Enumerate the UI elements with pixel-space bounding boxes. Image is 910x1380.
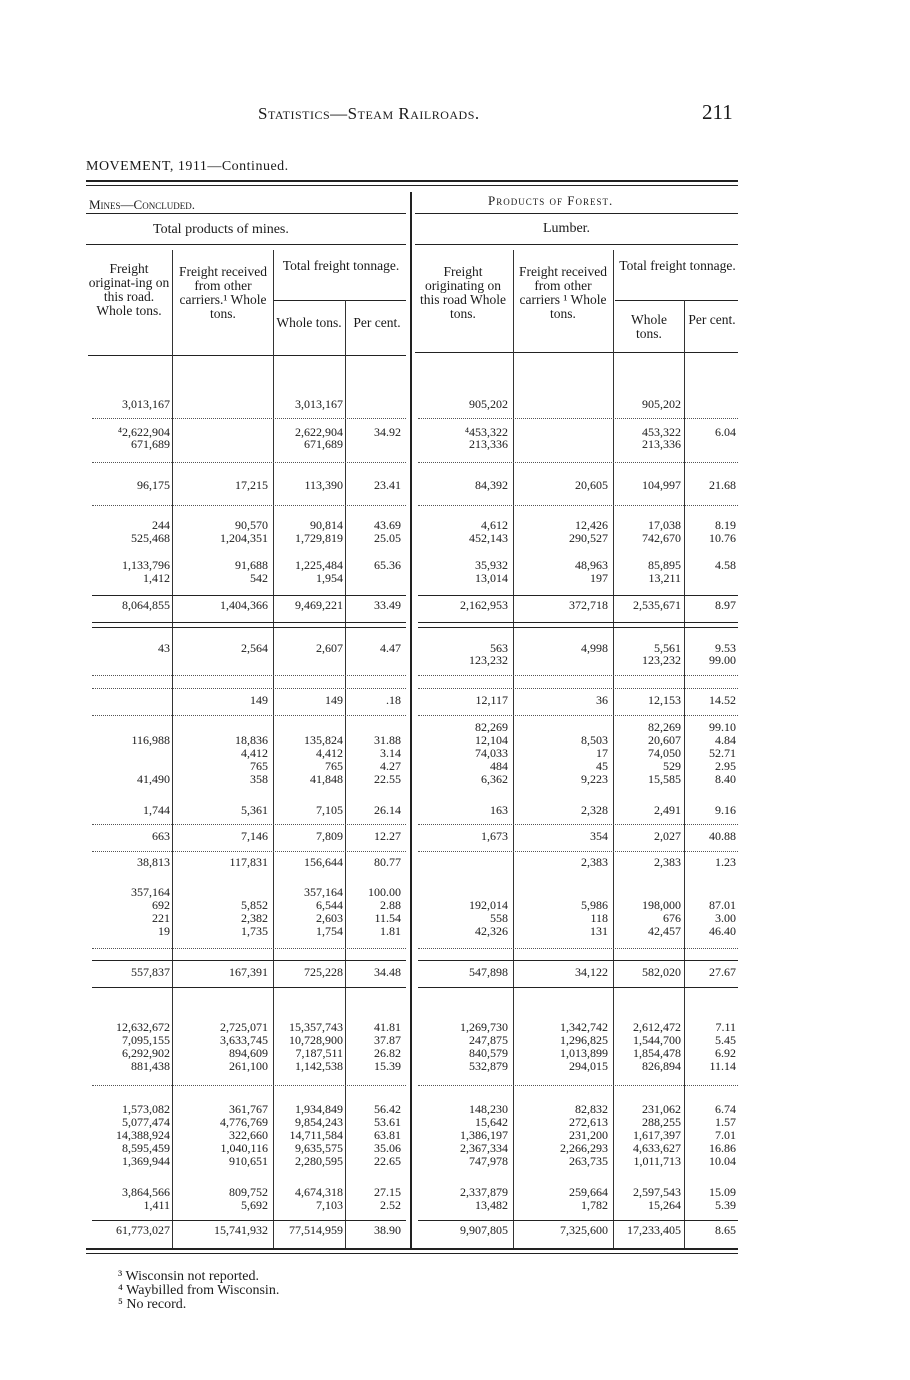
- table-cell-mines-freight-received: 117,831: [229, 855, 268, 869]
- table-cell-lumber-freight-originating: 123,232: [469, 653, 508, 667]
- table-cell-lumber-total-whole-tons: 2,491: [654, 803, 681, 817]
- table-cell-mines-total-whole-tons: 2,603: [316, 911, 343, 925]
- table-cell-lumber-freight-received: 231,200: [569, 1128, 608, 1142]
- table-cell-mines-per-cent: 22.55: [374, 772, 401, 786]
- table-cell-lumber-freight-originating: 905,202: [469, 397, 508, 411]
- table-cell-lumber-freight-received: 118: [590, 911, 608, 925]
- table-cell-lumber-total-whole-tons: 1,011,713: [633, 1154, 681, 1168]
- table-cell-lumber-per-cent: 8.65: [715, 1223, 736, 1237]
- table-cell-lumber-per-cent: 9.53: [715, 641, 736, 655]
- table-cell-mines-freight-originating: 96,175: [137, 478, 170, 492]
- table-cell-mines-freight-received: 894,609: [229, 1046, 268, 1060]
- table-cell-lumber-per-cent: 5.45: [715, 1033, 736, 1047]
- table-cell-mines-per-cent: 2.88: [380, 898, 401, 912]
- table-cell-lumber-per-cent: 9.16: [715, 803, 736, 817]
- col-head-mines-freight-received: Freight received from other carriers.¹ Whole tons.: [178, 264, 268, 321]
- table-cell-lumber-total-whole-tons: 453,322: [642, 425, 681, 439]
- table-cell-mines-freight-originating: 6,292,902: [122, 1046, 170, 1060]
- table-cell-mines-per-cent: 34.92: [374, 425, 401, 439]
- table-cell-mines-total-whole-tons: 7,187,511: [295, 1046, 343, 1060]
- table-cell-lumber-per-cent: 14.52: [709, 693, 736, 707]
- table-cell-lumber-per-cent: 7.11: [715, 1020, 736, 1034]
- table-cell-mines-per-cent: 11.54: [374, 911, 401, 925]
- table-cell-mines-freight-received: 358: [250, 772, 268, 786]
- table-cell-mines-per-cent: 37.87: [374, 1033, 401, 1047]
- table-cell-mines-per-cent: 34.48: [374, 965, 401, 979]
- col-head-lumber-freight-received: Freight received from other carriers ¹ Whole tons.: [518, 264, 608, 321]
- table-cell-mines-freight-received: 2,725,071: [220, 1020, 268, 1034]
- table-cell-lumber-freight-received: 4,998: [581, 641, 608, 655]
- table-cell-mines-per-cent: 4.27: [380, 759, 401, 773]
- table-cell-lumber-freight-received: 34,122: [575, 965, 608, 979]
- table-cell-mines-total-whole-tons: 671,689: [304, 437, 343, 451]
- table-cell-lumber-total-whole-tons: 42,457: [648, 924, 681, 938]
- table-cell-lumber-per-cent: 11.14: [709, 1059, 736, 1073]
- table-cell-lumber-freight-originating: 484: [490, 759, 508, 773]
- table-cell-mines-freight-received: 167,391: [229, 965, 268, 979]
- table-cell-mines-total-whole-tons: 10,728,900: [289, 1033, 343, 1047]
- table-cell-mines-total-whole-tons: 1,954: [316, 571, 343, 585]
- table-cell-lumber-freight-originating: 563: [490, 641, 508, 655]
- table-cell-mines-freight-originating: 41,490: [137, 772, 170, 786]
- table-cell-mines-per-cent: 56.42: [374, 1102, 401, 1116]
- lumber-label: Lumber.: [543, 221, 591, 236]
- table-cell-lumber-freight-originating: 42,326: [475, 924, 508, 938]
- table-cell-lumber-freight-originating: 247,875: [469, 1033, 508, 1047]
- table-cell-lumber-per-cent: 52.71: [709, 746, 736, 760]
- table-cell-lumber-freight-originating: 9,907,805: [460, 1223, 508, 1237]
- table-cell-lumber-freight-received: 2,328: [581, 803, 608, 817]
- table-cell-mines-freight-originating: 881,438: [131, 1059, 170, 1073]
- table-cell-mines-per-cent: 53.61: [374, 1115, 401, 1129]
- table-cell-mines-freight-originating: 1,573,082: [122, 1102, 170, 1116]
- table-cell-mines-freight-received: 1,040,116: [220, 1141, 268, 1155]
- footnote-3: ³ Wisconsin not reported.: [118, 1269, 260, 1284]
- table-cell-mines-per-cent: 3.14: [380, 746, 401, 760]
- table-cell-lumber-per-cent: 99.00: [709, 653, 736, 667]
- table-cell-mines-total-whole-tons: 156,644: [304, 855, 343, 869]
- table-cell-lumber-freight-received: 7,325,600: [560, 1223, 608, 1237]
- table-cell-mines-total-whole-tons: 113,390: [304, 478, 343, 492]
- table-cell-lumber-per-cent: 46.40: [709, 924, 736, 938]
- table-cell-mines-total-whole-tons: 4,412: [316, 746, 343, 760]
- table-cell-mines-freight-originating: 1,133,796: [122, 558, 170, 572]
- table-cell-lumber-freight-received: 1,013,899: [560, 1046, 608, 1060]
- table-cell-lumber-freight-originating: 163: [490, 803, 508, 817]
- table-cell-lumber-freight-originating: 2,367,334: [460, 1141, 508, 1155]
- table-cell-lumber-total-whole-tons: 12,153: [648, 693, 681, 707]
- table-cell-lumber-total-whole-tons: 20,607: [648, 733, 681, 747]
- table-cell-mines-per-cent: 26.82: [374, 1046, 401, 1060]
- table-cell-lumber-total-whole-tons: 529: [663, 759, 681, 773]
- table-cell-lumber-freight-originating: 547,898: [469, 965, 508, 979]
- table-cell-mines-freight-originating: 525,468: [131, 531, 170, 545]
- table-cell-lumber-per-cent: 16.86: [709, 1141, 736, 1155]
- table-cell-lumber-freight-received: 36: [596, 693, 608, 707]
- table-cell-mines-freight-originating: 1,411: [143, 1198, 170, 1212]
- page-title: Statistics—Steam Railroads.: [258, 104, 480, 123]
- table-cell-mines-per-cent: 1.81: [380, 924, 401, 938]
- table-cell-lumber-total-whole-tons: 74,050: [648, 746, 681, 760]
- table-cell-lumber-per-cent: 1.23: [715, 855, 736, 869]
- table-cell-lumber-freight-originating: 1,386,197: [460, 1128, 508, 1142]
- col-head-lumber-per-cent: Per cent.: [688, 312, 736, 327]
- table-cell-mines-freight-received: 5,361: [241, 803, 268, 817]
- table-cell-lumber-freight-received: 82,832: [575, 1102, 608, 1116]
- table-cell-lumber-per-cent: 8.19: [715, 518, 736, 532]
- table-cell-lumber-freight-originating: 74,033: [475, 746, 508, 760]
- table-cell-lumber-freight-originating: 192,014: [469, 898, 508, 912]
- table-cell-lumber-per-cent: 10.04: [709, 1154, 736, 1168]
- table-cell-mines-freight-originating: 3,864,566: [122, 1185, 170, 1199]
- table-cell-lumber-per-cent: 15.09: [709, 1185, 736, 1199]
- table-cell-mines-freight-originating: 7,095,155: [122, 1033, 170, 1047]
- products-of-forest-label: Products of Forest.: [488, 193, 614, 208]
- table-cell-lumber-freight-originating: 532,879: [469, 1059, 508, 1073]
- table-cell-lumber-freight-originating: 1,269,730: [460, 1020, 508, 1034]
- table-cell-mines-freight-originating: 14,388,924: [116, 1128, 170, 1142]
- table-cell-mines-freight-received: 1,735: [241, 924, 268, 938]
- table-cell-lumber-freight-received: 2,266,293: [560, 1141, 608, 1155]
- footnote-4: ⁴ Waybilled from Wisconsin.: [118, 1283, 280, 1298]
- footnote-5: ⁵ No record.: [118, 1297, 187, 1312]
- table-cell-lumber-freight-received: 372,718: [569, 598, 608, 612]
- table-cell-lumber-freight-originating: 35,932: [475, 558, 508, 572]
- table-cell-mines-per-cent: 100.00: [368, 885, 401, 899]
- table-cell-mines-freight-originating: 221: [152, 911, 170, 925]
- table-cell-lumber-per-cent: 99.10: [709, 720, 736, 734]
- table-cell-lumber-total-whole-tons: 2,027: [654, 829, 681, 843]
- table-cell-lumber-total-whole-tons: 905,202: [642, 397, 681, 411]
- table-cell-mines-total-whole-tons: 9,854,243: [295, 1115, 343, 1129]
- table-cell-mines-freight-originating: 38,813: [137, 855, 170, 869]
- table-cell-lumber-freight-received: 5,986: [581, 898, 608, 912]
- table-cell-mines-total-whole-tons: 15,357,743: [289, 1020, 343, 1034]
- table-cell-lumber-total-whole-tons: 1,854,478: [633, 1046, 681, 1060]
- table-cell-mines-per-cent: 80.77: [374, 855, 401, 869]
- table-cell-lumber-total-whole-tons: 742,670: [642, 531, 681, 545]
- table-cell-lumber-freight-received: 1,782: [581, 1198, 608, 1212]
- table-cell-lumber-per-cent: 8.97: [715, 598, 736, 612]
- table-cell-mines-freight-received: 910,651: [229, 1154, 268, 1168]
- table-cell-lumber-freight-originating: 2,337,879: [460, 1185, 508, 1199]
- table-cell-lumber-total-whole-tons: 1,544,700: [633, 1033, 681, 1047]
- table-cell-lumber-freight-received: 8,503: [581, 733, 608, 747]
- table-cell-lumber-total-whole-tons: 15,585: [648, 772, 681, 786]
- table-cell-mines-freight-received: 1,204,351: [220, 531, 268, 545]
- table-cell-mines-per-cent: 43.69: [374, 518, 401, 532]
- table-cell-lumber-freight-originating: 12,104: [475, 733, 508, 747]
- table-cell-mines-freight-originating: 8,595,459: [122, 1141, 170, 1155]
- col-head-lumber-freight-originating: Freight originating on this road Whole tons.: [420, 264, 506, 321]
- table-cell-lumber-freight-originating: 82,269: [475, 720, 508, 734]
- table-cell-lumber-freight-originating: ⁴453,322: [464, 425, 508, 439]
- table-cell-mines-total-whole-tons: 7,809: [316, 829, 343, 843]
- table-cell-mines-freight-originating: 61,773,027: [116, 1223, 170, 1237]
- table-cell-lumber-total-whole-tons: 17,233,405: [627, 1223, 681, 1237]
- table-cell-mines-total-whole-tons: 765: [325, 759, 343, 773]
- table-cell-mines-freight-originating: 8,064,855: [122, 598, 170, 612]
- table-cell-mines-total-whole-tons: 9,469,221: [295, 598, 343, 612]
- table-cell-mines-per-cent: 25.05: [374, 531, 401, 545]
- table-cell-lumber-freight-received: 294,015: [569, 1059, 608, 1073]
- table-cell-mines-per-cent: 33.49: [374, 598, 401, 612]
- table-cell-mines-freight-received: 361,767: [229, 1102, 268, 1116]
- table-cell-mines-total-whole-tons: 7,105: [316, 803, 343, 817]
- table-cell-mines-total-whole-tons: 1,934,849: [295, 1102, 343, 1116]
- table-cell-mines-freight-originating: 1,744: [143, 803, 170, 817]
- table-cell-lumber-freight-originating: 4,612: [481, 518, 508, 532]
- table-cell-mines-per-cent: 65.36: [374, 558, 401, 572]
- table-cell-lumber-per-cent: 2.95: [715, 759, 736, 773]
- table-cell-lumber-total-whole-tons: 231,062: [642, 1102, 681, 1116]
- table-cell-lumber-total-whole-tons: 82,269: [648, 720, 681, 734]
- table-cell-mines-total-whole-tons: 1,142,538: [295, 1059, 343, 1073]
- table-cell-lumber-total-whole-tons: 4,633,627: [633, 1141, 681, 1155]
- table-cell-lumber-freight-originating: 12,117: [475, 693, 508, 707]
- table-cell-lumber-freight-originating: 213,336: [469, 437, 508, 451]
- table-cell-lumber-total-whole-tons: 676: [663, 911, 681, 925]
- table-cell-mines-per-cent: 41.81: [374, 1020, 401, 1034]
- table-cell-mines-per-cent: 35.06: [374, 1141, 401, 1155]
- table-cell-mines-per-cent: 26.14: [374, 803, 401, 817]
- table-cell-mines-freight-originating: 1,369,944: [122, 1154, 170, 1168]
- table-cell-mines-freight-received: 5,692: [241, 1198, 268, 1212]
- table-cell-lumber-freight-received: 263,735: [569, 1154, 608, 1168]
- table-cell-lumber-freight-received: 48,963: [575, 558, 608, 572]
- table-cell-mines-freight-received: 4,776,769: [220, 1115, 268, 1129]
- table-cell-lumber-total-whole-tons: 5,561: [654, 641, 681, 655]
- table-cell-lumber-freight-received: 45: [596, 759, 608, 773]
- table-cell-mines-freight-received: 7,146: [241, 829, 268, 843]
- table-cell-mines-per-cent: 4.47: [380, 641, 401, 655]
- table-cell-lumber-freight-received: 17: [596, 746, 608, 760]
- table-cell-lumber-freight-received: 272,613: [569, 1115, 608, 1129]
- table-cell-mines-freight-received: 4,412: [241, 746, 268, 760]
- table-cell-lumber-per-cent: 27.67: [709, 965, 736, 979]
- col-head-lumber-total-freight: Total freight tonnage.: [619, 258, 736, 273]
- table-cell-lumber-freight-originating: 747,978: [469, 1154, 508, 1168]
- table-cell-mines-total-whole-tons: 6,544: [316, 898, 343, 912]
- table-cell-mines-per-cent: 22.65: [374, 1154, 401, 1168]
- table-cell-lumber-freight-received: 131: [590, 924, 608, 938]
- table-cell-lumber-total-whole-tons: 85,895: [648, 558, 681, 572]
- table-cell-lumber-per-cent: 7.01: [715, 1128, 736, 1142]
- table-cell-mines-total-whole-tons: 2,607: [316, 641, 343, 655]
- table-cell-lumber-total-whole-tons: 2,383: [654, 855, 681, 869]
- table-cell-mines-total-whole-tons: 2,622,904: [295, 425, 343, 439]
- table-cell-mines-total-whole-tons: 357,164: [304, 885, 343, 899]
- table-cell-lumber-freight-received: 20,605: [575, 478, 608, 492]
- table-cell-lumber-freight-received: 1,342,742: [560, 1020, 608, 1034]
- table-cell-lumber-total-whole-tons: 198,000: [642, 898, 681, 912]
- table-cell-mines-per-cent: 31.88: [374, 733, 401, 747]
- table-cell-lumber-total-whole-tons: 104,997: [642, 478, 681, 492]
- col-head-mines-total-freight: Total freight tonnage.: [282, 258, 400, 273]
- table-cell-lumber-per-cent: 21.68: [709, 478, 736, 492]
- table-cell-lumber-freight-received: 197: [590, 571, 608, 585]
- table-cell-lumber-freight-originating: 13,014: [475, 571, 508, 585]
- table-cell-mines-total-whole-tons: 9,635,575: [295, 1141, 343, 1155]
- table-cell-mines-per-cent: 15.39: [374, 1059, 401, 1073]
- table-cell-mines-freight-originating: 557,837: [131, 965, 170, 979]
- table-cell-mines-total-whole-tons: 3,013,167: [295, 397, 343, 411]
- table-cell-mines-total-whole-tons: 135,824: [304, 733, 343, 747]
- table-cell-lumber-per-cent: 1.57: [715, 1115, 736, 1129]
- table-cell-mines-freight-received: 91,688: [235, 558, 268, 572]
- table-cell-lumber-freight-originating: 13,482: [475, 1198, 508, 1212]
- table-cell-mines-total-whole-tons: 149: [325, 693, 343, 707]
- table-cell-mines-freight-received: 18,836: [235, 733, 268, 747]
- table-cell-lumber-total-whole-tons: 288,255: [642, 1115, 681, 1129]
- table-cell-lumber-per-cent: 5.39: [715, 1198, 736, 1212]
- table-cell-mines-per-cent: 63.81: [374, 1128, 401, 1142]
- table-cell-mines-total-whole-tons: 1,754: [316, 924, 343, 938]
- table-cell-lumber-freight-originating: 452,143: [469, 531, 508, 545]
- table-cell-mines-freight-received: 90,570: [235, 518, 268, 532]
- table-cell-lumber-per-cent: 6.04: [715, 425, 736, 439]
- table-cell-mines-freight-originating: 116,988: [131, 733, 170, 747]
- table-cell-lumber-total-whole-tons: 582,020: [642, 965, 681, 979]
- table-cell-mines-total-whole-tons: 41,848: [310, 772, 343, 786]
- table-subheader: MOVEMENT, 1911—Continued.: [86, 159, 289, 174]
- table-cell-lumber-freight-originating: 84,392: [475, 478, 508, 492]
- col-head-mines-freight-originating: Freight originat-ing on this road. Whole tons.: [88, 261, 170, 318]
- table-cell-mines-freight-received: 3,633,745: [220, 1033, 268, 1047]
- table-cell-lumber-freight-originating: 1,673: [481, 829, 508, 843]
- table-cell-mines-freight-received: 5,852: [241, 898, 268, 912]
- table-cell-mines-freight-received: 2,564: [241, 641, 268, 655]
- table-cell-lumber-freight-originating: 15,642: [475, 1115, 508, 1129]
- table-cell-mines-per-cent: 12.27: [374, 829, 401, 843]
- table-cell-lumber-per-cent: 4.84: [715, 733, 736, 747]
- table-cell-lumber-total-whole-tons: 826,894: [642, 1059, 681, 1073]
- table-cell-mines-total-whole-tons: 7,103: [316, 1198, 343, 1212]
- table-cell-lumber-per-cent: 3.00: [715, 911, 736, 925]
- table-cell-lumber-per-cent: 40.88: [709, 829, 736, 843]
- table-cell-lumber-total-whole-tons: 213,336: [642, 437, 681, 451]
- table-cell-lumber-freight-originating: 6,362: [481, 772, 508, 786]
- table-cell-mines-freight-received: 261,100: [229, 1059, 268, 1073]
- table-cell-mines-freight-originating: 19: [158, 924, 170, 938]
- table-cell-mines-total-whole-tons: 4,674,318: [295, 1185, 343, 1199]
- table-cell-mines-freight-received: 1,404,366: [220, 598, 268, 612]
- table-cell-mines-total-whole-tons: 77,514,959: [289, 1223, 343, 1237]
- table-cell-mines-total-whole-tons: 1,729,819: [295, 531, 343, 545]
- table-cell-mines-total-whole-tons: 1,225,484: [295, 558, 343, 572]
- table-cell-mines-freight-originating: 671,689: [131, 437, 170, 451]
- table-cell-lumber-per-cent: 6.74: [715, 1102, 736, 1116]
- col-head-mines-per-cent: Per cent.: [353, 315, 401, 330]
- table-cell-lumber-per-cent: 6.92: [715, 1046, 736, 1060]
- table-cell-lumber-freight-received: 1,296,825: [560, 1033, 608, 1047]
- table-cell-mines-freight-originating: 12,632,672: [116, 1020, 170, 1034]
- table-cell-mines-freight-received: 542: [250, 571, 268, 585]
- col-head-mines-whole-tons: Whole tons.: [276, 315, 342, 330]
- page-number: 211: [702, 100, 733, 124]
- table-cell-lumber-freight-received: 2,383: [581, 855, 608, 869]
- table-cell-lumber-freight-received: 259,664: [569, 1185, 608, 1199]
- table-cell-mines-total-whole-tons: 2,280,595: [295, 1154, 343, 1168]
- table-cell-mines-freight-received: 149: [250, 693, 268, 707]
- table-cell-mines-per-cent: 38.90: [374, 1223, 401, 1237]
- table-cell-lumber-freight-originating: 840,579: [469, 1046, 508, 1060]
- table-cell-lumber-total-whole-tons: 2,597,543: [633, 1185, 681, 1199]
- table-cell-lumber-per-cent: 87.01: [709, 898, 736, 912]
- table-cell-lumber-freight-originating: 148,230: [469, 1102, 508, 1116]
- table-cell-lumber-total-whole-tons: 13,211: [648, 571, 681, 585]
- table-cell-mines-freight-received: 15,741,932: [214, 1223, 268, 1237]
- table-cell-mines-freight-originating: 43: [158, 641, 170, 655]
- table-cell-lumber-total-whole-tons: 123,232: [642, 653, 681, 667]
- table-cell-mines-freight-received: 809,752: [229, 1185, 268, 1199]
- table-cell-mines-freight-originating: 663: [152, 829, 170, 843]
- table-cell-mines-freight-received: 322,660: [229, 1128, 268, 1142]
- table-cell-mines-per-cent: .18: [386, 693, 401, 707]
- table-cell-lumber-total-whole-tons: 17,038: [648, 518, 681, 532]
- table-cell-lumber-per-cent: 4.58: [715, 558, 736, 572]
- table-cell-lumber-freight-originating: 558: [490, 911, 508, 925]
- table-cell-lumber-freight-received: 290,527: [569, 531, 608, 545]
- total-products-of-mines-label: Total products of mines.: [153, 222, 289, 237]
- table-cell-mines-per-cent: 2.52: [380, 1198, 401, 1212]
- table-cell-mines-per-cent: 23.41: [374, 478, 401, 492]
- table-cell-mines-total-whole-tons: 90,814: [310, 518, 343, 532]
- table-cell-lumber-per-cent: 8.40: [715, 772, 736, 786]
- table-cell-lumber-total-whole-tons: 1,617,397: [633, 1128, 681, 1142]
- table-cell-lumber-freight-received: 12,426: [575, 518, 608, 532]
- table-cell-mines-freight-originating: ⁴2,622,904: [117, 425, 170, 439]
- table-cell-mines-per-cent: 27.15: [374, 1185, 401, 1199]
- table-cell-lumber-freight-received: 9,223: [581, 772, 608, 786]
- table-cell-mines-freight-originating: 357,164: [131, 885, 170, 899]
- table-cell-mines-total-whole-tons: 725,228: [304, 965, 343, 979]
- table-cell-lumber-total-whole-tons: 2,535,671: [633, 598, 681, 612]
- table-cell-mines-freight-originating: 244: [152, 518, 170, 532]
- table-cell-lumber-freight-originating: 2,162,953: [460, 598, 508, 612]
- table-cell-mines-total-whole-tons: 14,711,584: [289, 1128, 343, 1142]
- table-cell-lumber-total-whole-tons: 15,264: [648, 1198, 681, 1212]
- table-cell-lumber-freight-received: 354: [590, 829, 608, 843]
- table-cell-lumber-total-whole-tons: 2,612,472: [633, 1020, 681, 1034]
- table-cell-mines-freight-received: 17,215: [235, 478, 268, 492]
- table-cell-mines-freight-originating: 692: [152, 898, 170, 912]
- table-cell-mines-freight-received: 765: [250, 759, 268, 773]
- table-cell-mines-freight-originating: 1,412: [143, 571, 170, 585]
- table-cell-mines-freight-originating: 5,077,474: [122, 1115, 170, 1129]
- table-cell-mines-freight-received: 2,382: [241, 911, 268, 925]
- mines-label: Mines—Concluded.: [89, 197, 195, 212]
- table-cell-lumber-per-cent: 10.76: [709, 531, 736, 545]
- table-cell-mines-freight-originating: 3,013,167: [122, 397, 170, 411]
- col-head-lumber-whole-tons: Whole tons.: [631, 312, 667, 341]
